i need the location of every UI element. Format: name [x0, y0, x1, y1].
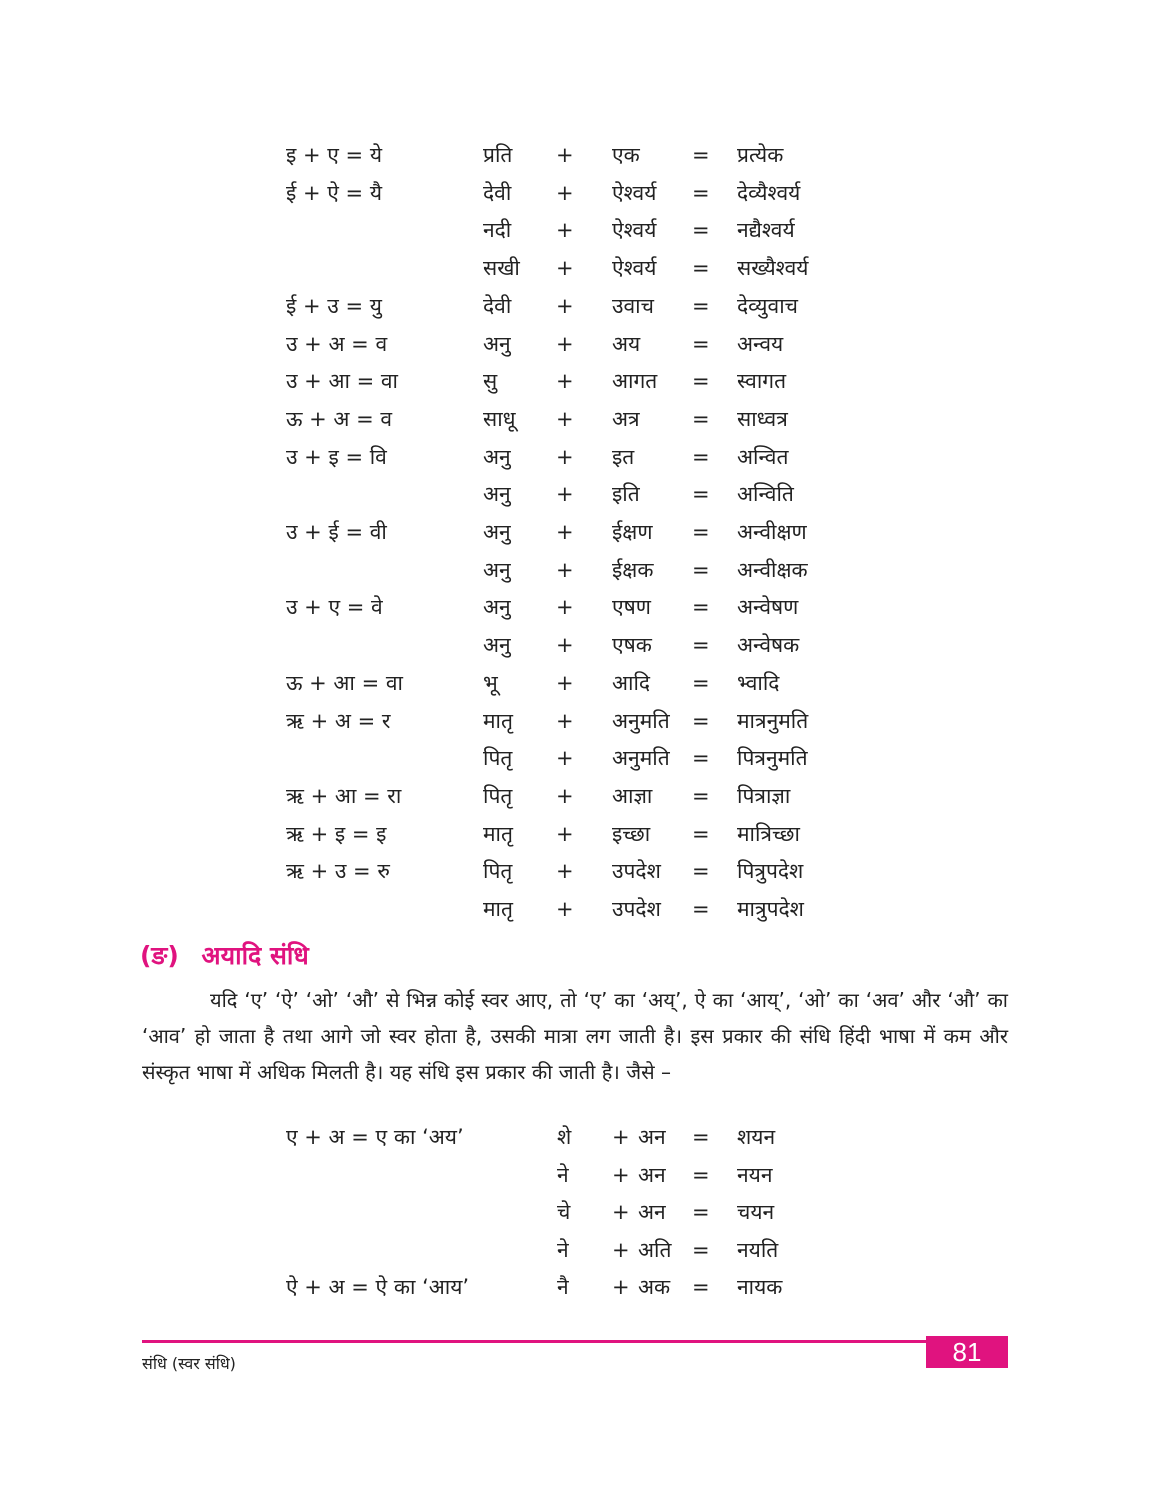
- cell-res: अन्वीक्षक: [737, 557, 808, 582]
- cell-res: मात्रनुमति: [737, 708, 809, 733]
- cell-plus: +: [556, 897, 574, 921]
- cell-res: अन्विति: [737, 482, 794, 507]
- cell-w2: ईक्षण: [612, 520, 653, 544]
- cell-w1: ने: [557, 1237, 569, 1262]
- cell-plus: +: [556, 369, 574, 394]
- section-heading: [140, 938, 309, 972]
- page-number: 81: [926, 1336, 1008, 1368]
- cell-w1: देवी: [483, 293, 512, 318]
- cell-res: नद्यैश्वर्य: [737, 218, 795, 243]
- cell-w1: मातृ: [483, 897, 513, 921]
- cell-eq: =: [692, 821, 710, 846]
- cell-plus: +: [612, 1200, 630, 1224]
- cell-w1: नदी: [483, 218, 512, 243]
- cell-eq: =: [692, 595, 710, 620]
- cell-plus: +: [612, 1162, 630, 1187]
- cell-eq: =: [692, 143, 710, 167]
- cell-plus: +: [612, 1275, 630, 1299]
- cell-w2: आदि: [612, 670, 651, 695]
- cell-w2: आज्ञा: [612, 783, 653, 808]
- cell-w1: सखी: [483, 256, 520, 281]
- cell-w2: ऐश्वर्य: [612, 218, 657, 243]
- cell-res: भ्वादि: [737, 670, 780, 695]
- cell-eq: =: [692, 218, 710, 243]
- footer-divider: [142, 1340, 1008, 1343]
- cell-res: अन्वेषण: [737, 595, 799, 620]
- cell-w2: ईक्षक: [612, 557, 654, 582]
- cell-eq: =: [692, 783, 710, 808]
- cell-eq: =: [692, 633, 710, 658]
- cell-eq: =: [692, 520, 710, 544]
- cell-eq: =: [692, 1200, 710, 1224]
- cell-rule: ऊ + आ = वा: [286, 670, 403, 695]
- cell-rule: ऋ + उ = रु: [286, 859, 390, 884]
- cell-eq: =: [692, 256, 710, 281]
- cell-res: नयति: [737, 1237, 779, 1262]
- cell-rule: ऊ + अ = व: [286, 406, 393, 431]
- cell-plus: +: [556, 331, 574, 356]
- cell-w1: अनु: [483, 557, 511, 582]
- cell-rule: ऋ + इ = इ: [286, 821, 387, 846]
- cell-plus: +: [556, 783, 574, 808]
- cell-w2: अय: [612, 331, 641, 356]
- cell-plus: +: [556, 482, 574, 507]
- cell-eq: =: [692, 897, 710, 921]
- cell-plus: +: [556, 143, 574, 167]
- cell-plus: +: [556, 670, 574, 695]
- cell-eq: =: [692, 369, 710, 394]
- cell-res: प्रत्येक: [737, 143, 784, 167]
- cell-plus: +: [556, 708, 574, 733]
- cell-eq: =: [692, 331, 710, 356]
- cell-plus: +: [612, 1237, 630, 1262]
- cell-w2: अक: [638, 1275, 671, 1299]
- cell-w2: अन: [638, 1162, 666, 1187]
- cell-w1: अनु: [483, 331, 511, 356]
- cell-eq: =: [692, 406, 710, 431]
- cell-eq: =: [692, 557, 710, 582]
- cell-w2: अत्र: [612, 406, 640, 431]
- cell-eq: =: [692, 1275, 710, 1299]
- cell-plus: +: [556, 821, 574, 846]
- cell-res: शयन: [737, 1125, 776, 1149]
- cell-eq: =: [692, 180, 710, 205]
- cell-rule: ई + ऐ = यै: [286, 180, 382, 205]
- cell-plus: +: [556, 520, 574, 544]
- cell-res: मात्रिच्छा: [737, 821, 800, 846]
- cell-rule: ऋ + आ = रा: [286, 783, 402, 808]
- cell-plus: +: [556, 256, 574, 281]
- cell-w1: पितृ: [483, 783, 513, 808]
- cell-plus: +: [556, 746, 574, 771]
- cell-eq: =: [692, 1125, 710, 1149]
- cell-w2: इच्छा: [612, 821, 651, 846]
- cell-w2: उपदेश: [612, 897, 661, 921]
- cell-res: साध्वत्र: [737, 406, 788, 431]
- cell-w2: ऐश्वर्य: [612, 180, 657, 205]
- cell-rule: उ + इ = वि: [286, 444, 387, 469]
- cell-w1: अनु: [483, 482, 511, 507]
- cell-res: अन्वेषक: [737, 633, 800, 658]
- cell-res: नयन: [737, 1162, 773, 1187]
- cell-res: मात्रुपदेश: [737, 897, 804, 921]
- cell-w1: मातृ: [483, 708, 513, 733]
- cell-w2: एषण: [612, 595, 651, 620]
- cell-res: देव्युवाच: [737, 293, 798, 318]
- cell-w2: उपदेश: [612, 859, 661, 884]
- cell-plus: +: [612, 1125, 630, 1149]
- cell-res: पित्रुपदेश: [737, 859, 804, 884]
- cell-res: नायक: [737, 1275, 783, 1299]
- cell-plus: +: [556, 444, 574, 469]
- cell-w1: प्रति: [483, 143, 513, 167]
- cell-w1: चे: [557, 1200, 571, 1224]
- cell-w2: ऐश्वर्य: [612, 256, 657, 281]
- cell-plus: +: [556, 595, 574, 620]
- cell-w2: एषक: [612, 633, 652, 658]
- cell-w2: इति: [612, 482, 640, 507]
- cell-eq: =: [692, 859, 710, 884]
- cell-w1: पितृ: [483, 859, 513, 884]
- cell-eq: =: [692, 293, 710, 318]
- cell-res: अन्वित: [737, 444, 789, 469]
- cell-w1: साधू: [483, 406, 516, 431]
- cell-w1: पितृ: [483, 746, 513, 771]
- cell-w2: अनुमति: [612, 746, 670, 771]
- cell-res: पित्राज्ञा: [737, 783, 791, 808]
- cell-eq: =: [692, 1162, 710, 1187]
- cell-plus: +: [556, 218, 574, 243]
- cell-w1: सु: [483, 369, 498, 394]
- cell-w1: नै: [557, 1275, 569, 1299]
- footer-chapter-title: संधि (स्वर संधि): [142, 1354, 236, 1373]
- cell-res: पित्रनुमति: [737, 746, 808, 771]
- section-title: अयादि संधि: [201, 941, 309, 970]
- cell-w1: देवी: [483, 180, 512, 205]
- cell-w1: अनु: [483, 595, 511, 620]
- cell-rule: ए + अ = ए का ‘अय’: [286, 1125, 464, 1149]
- cell-res: चयन: [737, 1200, 775, 1224]
- cell-res: सख्यैश्वर्य: [737, 256, 809, 281]
- cell-res: स्वागत: [737, 369, 787, 394]
- cell-plus: +: [556, 633, 574, 658]
- cell-rule: ई + उ = यु: [286, 293, 382, 318]
- cell-w2: अति: [638, 1237, 672, 1262]
- cell-eq: =: [692, 708, 710, 733]
- cell-w2: अन: [638, 1200, 666, 1224]
- cell-plus: +: [556, 859, 574, 884]
- cell-w1: भू: [483, 670, 498, 695]
- cell-w2: आगत: [612, 369, 658, 394]
- cell-eq: =: [692, 1237, 710, 1262]
- cell-w1: अनु: [483, 444, 511, 469]
- cell-rule: ऋ + अ = र: [286, 708, 391, 733]
- cell-w2: उवाच: [612, 293, 654, 318]
- cell-eq: =: [692, 670, 710, 695]
- cell-rule: उ + आ = वा: [286, 369, 398, 394]
- cell-rule: उ + ई = वी: [286, 520, 387, 544]
- cell-eq: =: [692, 444, 710, 469]
- cell-res: अन्वीक्षण: [737, 520, 807, 544]
- cell-w2: एक: [612, 143, 640, 167]
- cell-res: देव्यैश्वर्य: [737, 180, 801, 205]
- cell-w1: अनु: [483, 633, 511, 658]
- cell-plus: +: [556, 293, 574, 318]
- cell-w1: अनु: [483, 520, 511, 544]
- section-number: (ङ): [140, 941, 179, 970]
- cell-w1: ने: [557, 1162, 569, 1187]
- cell-w2: इत: [612, 444, 635, 469]
- cell-eq: =: [692, 746, 710, 771]
- cell-w2: अन: [638, 1125, 666, 1149]
- cell-w1: शे: [557, 1125, 572, 1149]
- cell-w1: मातृ: [483, 821, 513, 846]
- cell-rule: इ + ए = ये: [286, 143, 382, 167]
- cell-plus: +: [556, 180, 574, 205]
- cell-plus: +: [556, 557, 574, 582]
- cell-res: अन्वय: [737, 331, 784, 356]
- cell-rule: ऐ + अ = ऐ का ‘आय’: [286, 1275, 470, 1299]
- cell-eq: =: [692, 482, 710, 507]
- cell-plus: +: [556, 406, 574, 431]
- cell-rule: उ + अ = व: [286, 331, 388, 356]
- section-paragraph: यदि ‘ए’ ‘ऐ’ ‘ओ’ ‘औ’ से भिन्न कोई स्वर आए, तो ‘ए’ का ‘अय्’, ऐ का ‘आय्’, ‘ओ’ का ‘अव’ और ‘औ’ का ‘आव’ हो जाता है तथा आगे जो स्वर होता है, उसकी मात्रा लग जाती है। इस प्रकार की संधि हिंदी भाषा में कम और संस्कृत भाषा में अधिक मिलती है। यह संधि इस प्रकार की जाती है। जैसे –: [142, 988, 1008, 1084]
- cell-rule: उ + ए = वे: [286, 595, 383, 620]
- cell-w2: अनुमति: [612, 708, 670, 733]
